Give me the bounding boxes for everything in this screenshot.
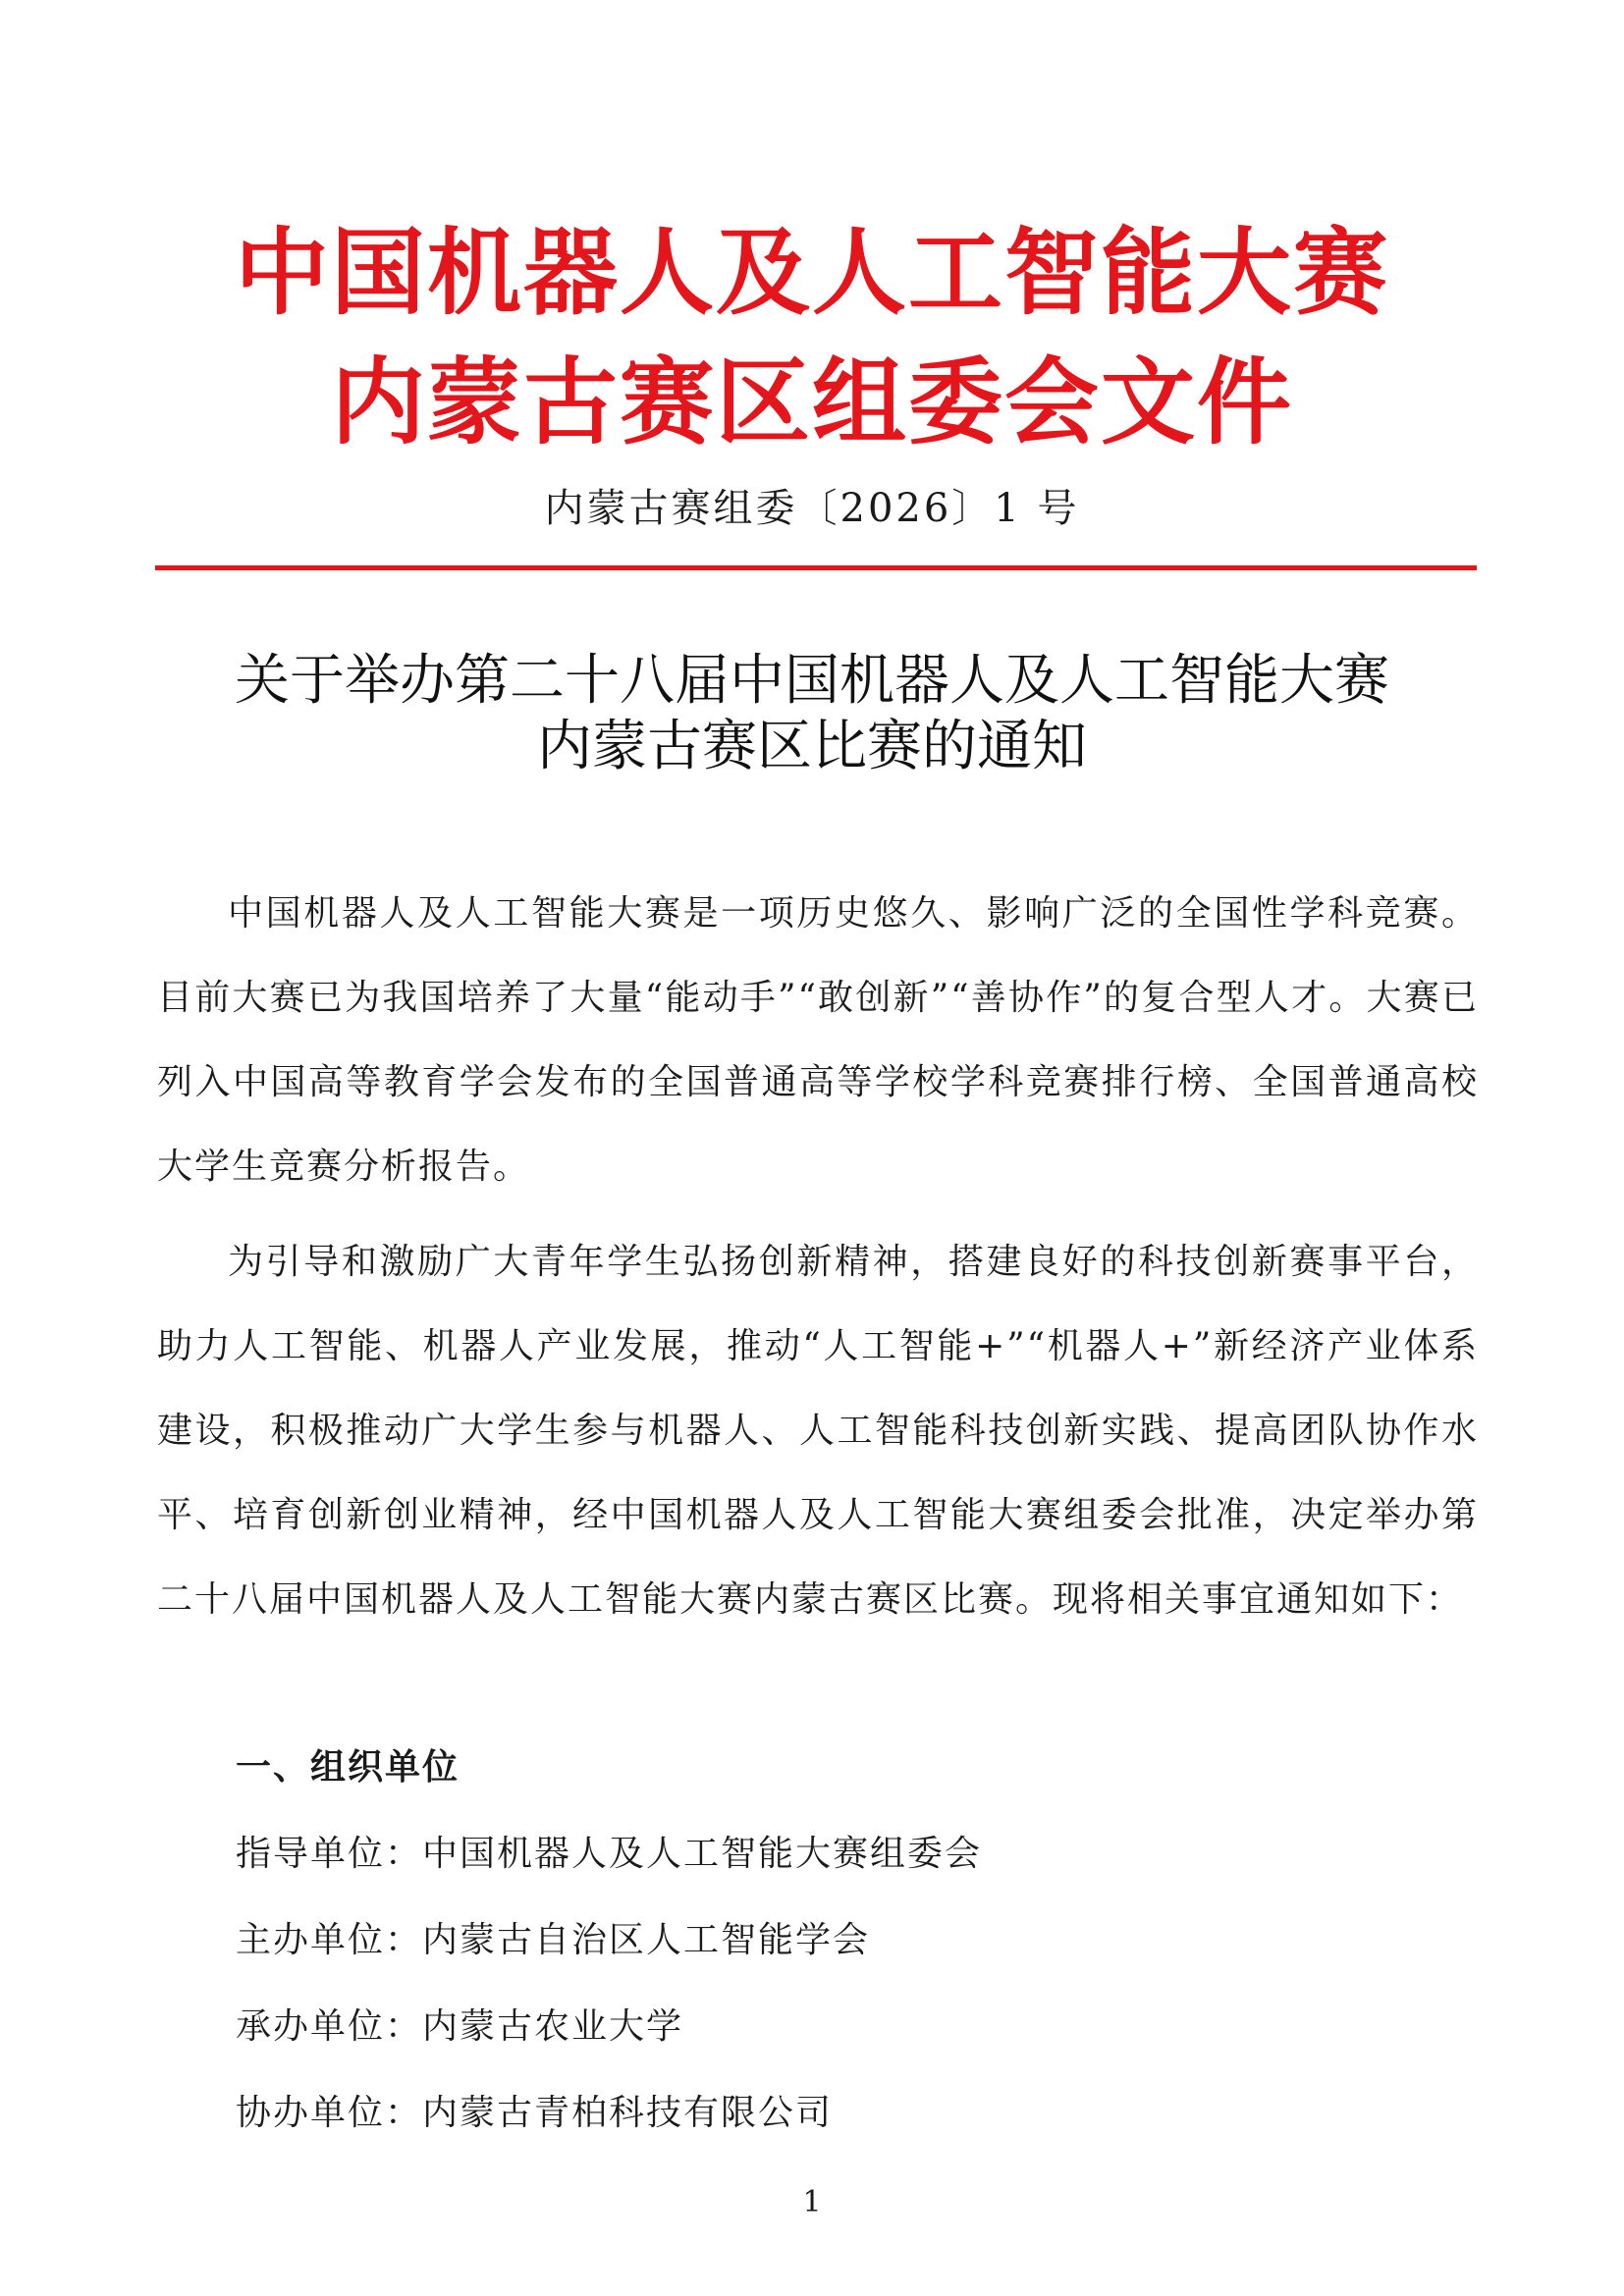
page-number: 1 <box>802 2185 822 2219</box>
org-line-host: 主办单位：内蒙古自治区人工智能学会 <box>236 1920 871 1960</box>
org-line-organizer: 承办单位：内蒙古农业大学 <box>236 2006 684 2047</box>
org-line-guidance: 指导单位：中国机器人及人工智能大赛组委会 <box>236 1834 983 1874</box>
header-title-line2: 内蒙古赛区组委会文件 <box>331 347 1293 457</box>
notice-title-line2: 内蒙古赛区比赛的通知 <box>537 715 1087 778</box>
section-heading: 一、组织单位 <box>236 1746 460 1788</box>
document-number: 内蒙古赛组委〔2026〕1 号 <box>544 486 1080 531</box>
red-divider-rule <box>155 565 1477 570</box>
body-paragraph-1: 中国机器人及人工智能大赛是一项历史悠久、影响广泛的全国性学科竞赛。目前大赛已为我国培养了大量“能动手”“敢创新”“善协作”的复合型人才。大赛已列入中国高等教育学会发布的全国普通高等学校学科竞赛排行榜、全国普通高校大学生竞赛分析报告。 <box>157 893 1479 1187</box>
header-title-line1: 中国机器人及人工智能大赛 <box>235 218 1389 328</box>
org-line-co-organizer: 协办单位：内蒙古青柏科技有限公司 <box>236 2093 834 2133</box>
body-paragraph-2: 为引导和激励广大青年学生弘扬创新精神，搭建良好的科技创新赛事平台，助力人工智能、机器人产业发展，推动“人工智能+”“机器人+”新经济产业体系建设，积极推动广大学生参与机器人、人工智能科技创新实践、提高团队协作水平、培育创新创业精神，经中国机器人及人工智能大赛组委会批准，决定举办第二十八届中国机器人及人工智能大赛内蒙古赛区比赛。现将相关事宜通知如下： <box>157 1242 1479 1620</box>
notice-title-line1: 关于举办第二十八届中国机器人及人工智能大赛 <box>235 649 1389 713</box>
